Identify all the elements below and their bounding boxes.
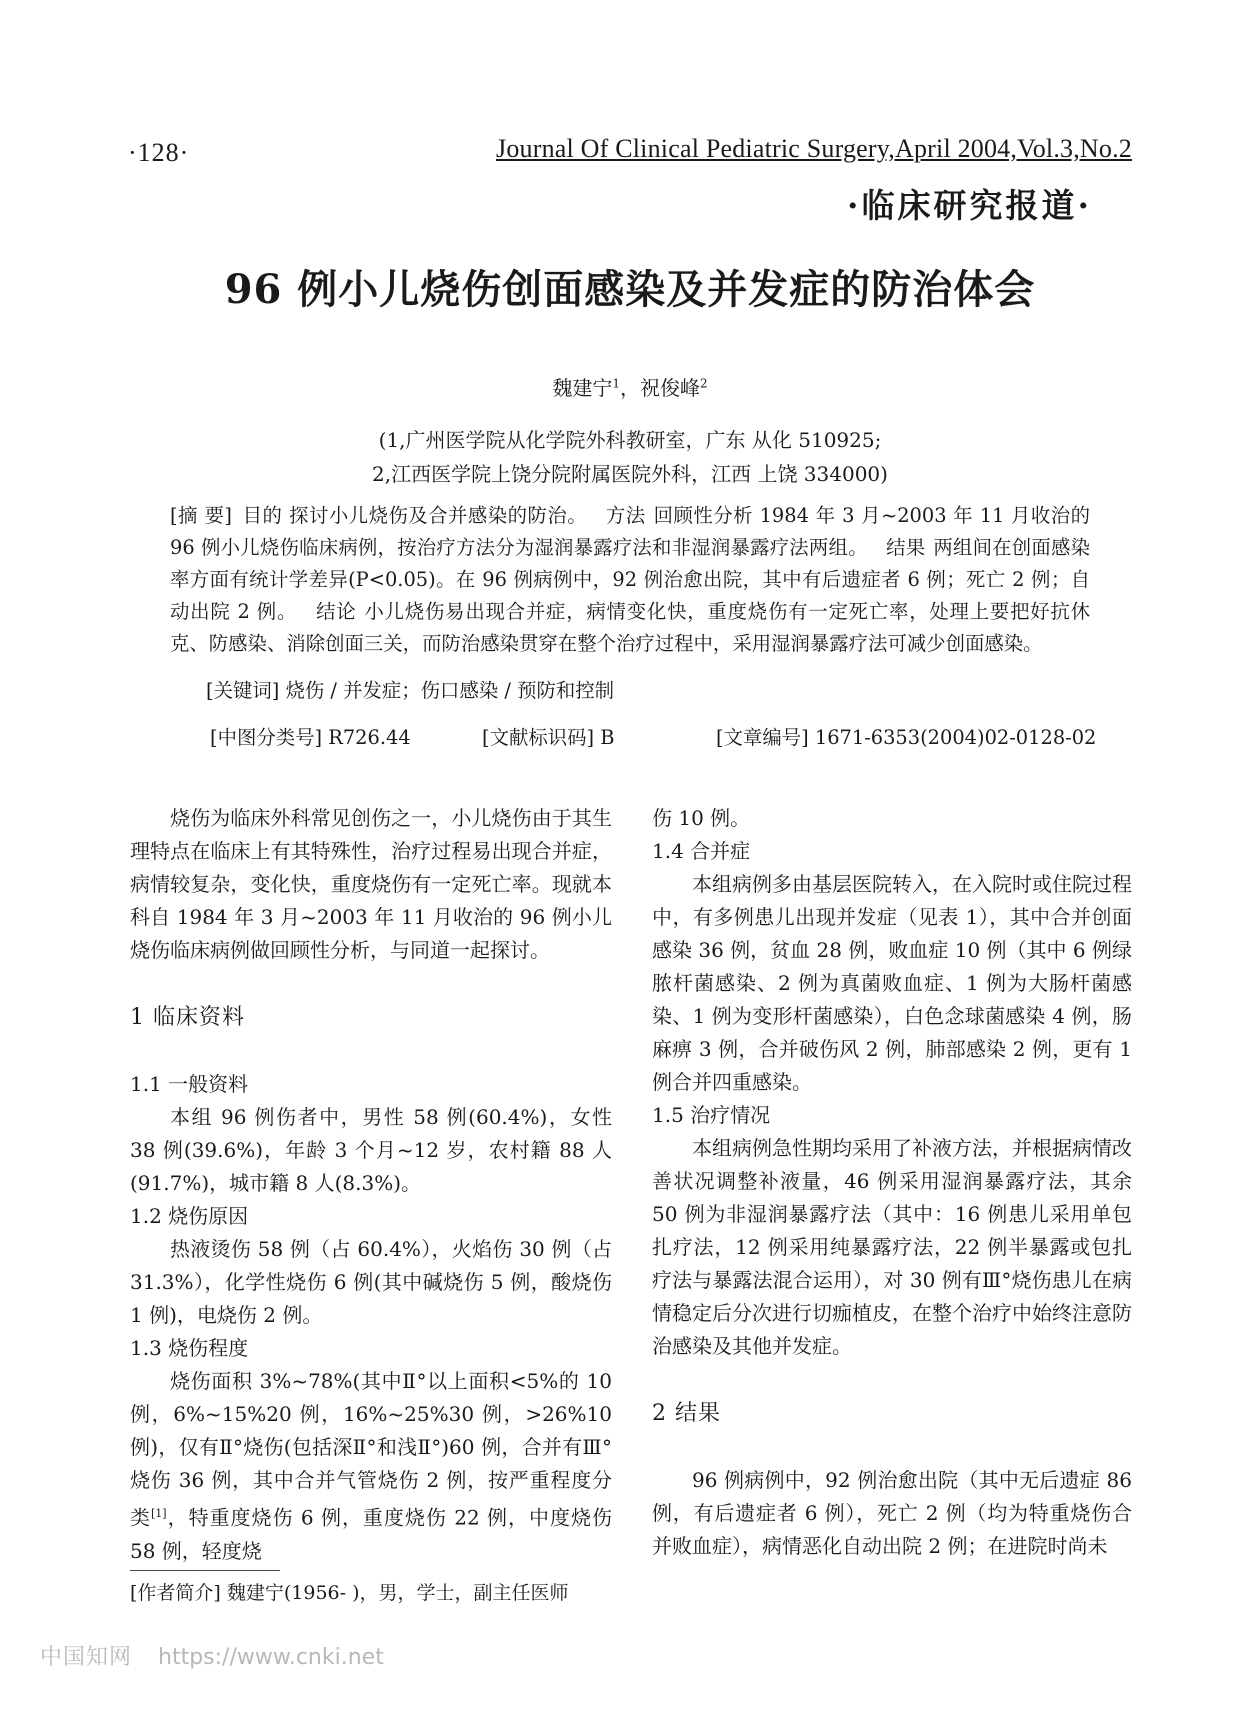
body-text: 烧伤面积 3%~78%(其中Ⅱ°以上面积<5%的 10 例，6%~15%20 例，16%~25%30 例，>26%10 例)，仅有Ⅱ°烧伤(包括深Ⅱ°和浅Ⅱ°)60 例，合并有Ⅲ°烧伤 36 例，其中合并气管烧伤 2 例，按严重程度分类 <box>130 1369 612 1530</box>
subsection-heading: 1.3 烧伤程度 <box>130 1336 249 1360</box>
paper-title: 96 例小儿烧伤创面感染及并发症的防治体会 <box>224 266 1036 313</box>
keywords: [关键词] 烧伤 / 并发症；伤口感染 / 预防和控制 <box>206 679 615 702</box>
subsection-heading: 1.1 一般资料 <box>130 1072 249 1096</box>
abstract-objective: 探讨小儿烧伤及合并感染的防治。 <box>289 504 588 527</box>
section-label: ·临床研究报道· <box>847 186 1092 225</box>
author-name: 魏建宁 <box>552 376 613 400</box>
subsection-heading: 1.4 合并症 <box>652 839 751 863</box>
article-number: [文章编号] 1671-6353(2004)02-0128-02 <box>716 726 1097 749</box>
abstract-result-label: 结果 <box>886 536 926 559</box>
section-heading: 2 结果 <box>652 1401 721 1426</box>
body-paragraph: 热液烫伤 58 例（占 60.4%），火焰伤 30 例（占 31.3%），化学性烧伤 6 例(其中碱烧伤 5 例，酸烧伤 1 例)，电烧伤 2 例。 <box>130 1237 612 1327</box>
document-code: [文献标识码] B <box>482 726 615 749</box>
affiliation-line: 2,江西医学院上饶分院附属医院外科，江西 上饶 334000) <box>372 462 888 486</box>
abstract-method-label: 方法 <box>605 504 646 527</box>
intro-paragraph: 烧伤为临床外科常见创伤之一，小儿烧伤由于其生理特点在临床上有其特殊性，治疗过程易出现合并症，病情较复杂，变化快，重度烧伤有一定死亡率。现就本科自 1984 年 3 月~2003 年 11 月收治的 96 例小儿烧伤临床病例做回顾性分析，与同道一起探讨。 <box>130 806 612 962</box>
abstract-method: 回顾性分析 1984 年 3 月~2003 年 11 月收治的 96 例小儿烧伤临床病例，按治疗方法分为湿润暴露疗法和非湿润暴露疗法两组。 <box>170 504 1091 559</box>
watermark <box>40 1640 384 1671</box>
journal-citation: Journal Of Clinical Pediatric Surgery,April 2004,Vol.3,No.2 <box>496 134 1132 163</box>
subsection-heading: 1.5 治疗情况 <box>652 1103 771 1127</box>
reference-mark[interactable]: [1] <box>151 1507 167 1520</box>
section-heading: 1 临床资料 <box>130 1005 245 1030</box>
abstract <box>170 500 1090 660</box>
abstract-result: 两组间在创面感染率方面有统计学差异(P<0.05)。在 96 例病例中，92 例治愈出院，其中有后遗症者 6 例；死亡 2 例；自动出院 2 例。 <box>170 536 1091 623</box>
subsection-heading: 1.2 烧伤原因 <box>130 1204 249 1228</box>
author-footnote: [作者简介] 魏建宁(1956- )，男，学士，副主任医师 <box>130 1582 569 1604</box>
footnote-divider <box>130 1570 280 1571</box>
affiliation-line: (1,广州医学院从化学院外科教研室，广东 从化 510925; <box>378 428 882 452</box>
abstract-objective-label: 目的 <box>242 504 283 527</box>
author-affiliation-mark: 1 <box>612 376 620 391</box>
page-number: ·128· <box>128 138 190 167</box>
body-column-right <box>652 802 1132 1563</box>
abstract-conclusion: 小儿烧伤易出现合并症，病情变化快，重度烧伤有一定死亡率，处理上要把好抗休克、防感染、消除创面三关，而防治感染贯穿在整个治疗过程中，采用湿润暴露疗法可减少创面感染。 <box>170 600 1091 655</box>
body-paragraph-continued: 伤 10 例。 <box>652 806 751 830</box>
abstract-tag: [摘 要] <box>170 504 233 527</box>
body-paragraph <box>130 1365 612 1568</box>
body-paragraph: 96 例病例中，92 例治愈出院（其中无后遗症 86 例，有后遗症者 6 例），死亡 2 例（均为特重烧伤合并败血症），病情恶化自动出院 2 例；在进院时尚未 <box>652 1468 1132 1558</box>
author-separator: ， <box>620 376 640 400</box>
body-column-left <box>130 802 612 1568</box>
author-name: 祝俊峰 <box>640 376 700 400</box>
watermark-logo-text: 中国知网 <box>40 1645 133 1670</box>
body-paragraph: 本组病例急性期均采用了补液方法，并根据病情改善状况调整补液量，46 例采用湿润暴露疗法，其余 50 例为非湿润暴露疗法（其中：16 例患儿采用单包扎疗法，12 例采用纯暴露疗法，22 例半暴露或包扎疗法与暴露法混合运用），对 30 例有Ⅲ°烧伤患儿在病情稳定后分次进行切痂植皮，在整个治疗中始终注意防治感染及其他并发症。 <box>652 1136 1132 1358</box>
body-paragraph: 本组 96 例伤者中，男性 58 例(60.4%)，女性 38 例(39.6%)，年龄 3 个月~12 岁，农村籍 88 人(91.7%)，城市籍 8 人(8.3%)。 <box>130 1105 612 1195</box>
author-affiliation-mark: 2 <box>700 376 708 391</box>
body-paragraph: 本组病例多由基层医院转入，在入院时或住院过程中，有多例患儿出现并发症（见表 1），其中合并创面感染 36 例，贫血 28 例，败血症 10 例（其中 6 例绿脓杆菌感染、2 例为真菌败血症、1 例为大肠杆菌感染、1 例为变形杆菌感染），白色念球菌感染 4 例，肠麻痹 3 例，合并破伤风 2 例，肺部感染 2 例，更有 1 例合并四重感染。 <box>652 872 1132 1094</box>
abstract-conclusion-label: 结论 <box>316 600 357 623</box>
clc-number: [中图分类号] R726.44 <box>210 726 411 749</box>
watermark-url[interactable]: https://www.cnki.net <box>158 1645 384 1670</box>
author-line <box>0 372 1260 401</box>
body-text: ，特重度烧伤 6 例，重度烧伤 22 例，中度烧伤 58 例，轻度烧 <box>130 1505 613 1563</box>
